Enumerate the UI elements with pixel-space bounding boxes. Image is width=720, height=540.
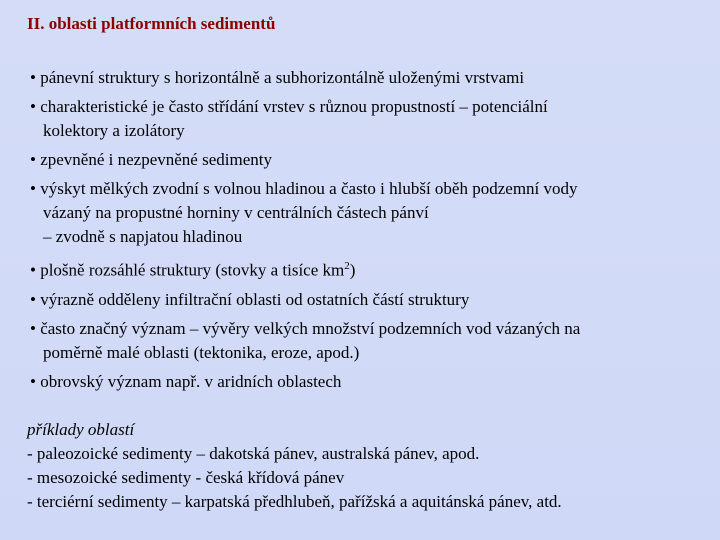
bullet-item bbox=[30, 148, 710, 172]
bullet-line: • pánevní struktury s horizontálně a subhorizontálně uloženými vrstvami bbox=[30, 68, 525, 87]
bullet-item bbox=[30, 370, 710, 394]
bullet-line: – zvodně s napjatou hladinou bbox=[43, 227, 243, 246]
bullet-line: ) bbox=[349, 260, 356, 280]
bullet-line: • obrovský význam např. v aridních oblastech bbox=[30, 371, 342, 391]
bullet-item bbox=[30, 288, 710, 312]
bullet-line: • často značný význam – vývěry velkých množství podzemních vod vázaných na bbox=[30, 318, 581, 338]
bullet-line: kolektory a izolátory bbox=[43, 121, 185, 140]
examples-block bbox=[27, 418, 707, 514]
bullet-list bbox=[30, 66, 710, 399]
example-item: - paleozoické sedimenty – dakotská pánev, australská pánev, apod. bbox=[27, 444, 480, 463]
bullet-line: • výrazně odděleny infiltrační oblasti od ostatních částí struktury bbox=[30, 289, 470, 309]
examples-title: příklady oblastí bbox=[27, 420, 135, 439]
bullet-line: • zpevněné i nezpevněné sedimenty bbox=[30, 150, 272, 169]
bullet-line: vázaný na propustné horniny v centrálních částech pánví bbox=[43, 203, 429, 222]
bullet-line: • plošně rozsáhlé struktury (stovky a tisíce km bbox=[30, 260, 345, 280]
bullet-item bbox=[30, 317, 710, 365]
slide-title: II. oblasti platformních sedimentů bbox=[27, 14, 276, 33]
bullet-item bbox=[30, 177, 710, 249]
example-item: - mesozoické sedimenty - česká křídová pánev bbox=[27, 468, 345, 487]
example-item: - terciérní sedimenty – karpatská předhlubeň, pařížská a aquitánská pánev, atd. bbox=[27, 492, 562, 511]
bullet-item bbox=[30, 66, 710, 90]
superscript: 2 bbox=[344, 260, 350, 272]
bullet-item bbox=[30, 254, 710, 283]
bullet-line: • charakteristické je často střídání vrstev s různou propustností – potenciální bbox=[30, 97, 548, 116]
bullet-line: poměrně malé oblasti (tektonika, eroze, apod.) bbox=[43, 342, 360, 362]
bullet-line: • výskyt mělkých zvodní s volnou hladinou a často i hlubší oběh podzemní vody bbox=[30, 179, 578, 198]
bullet-item bbox=[30, 95, 710, 143]
